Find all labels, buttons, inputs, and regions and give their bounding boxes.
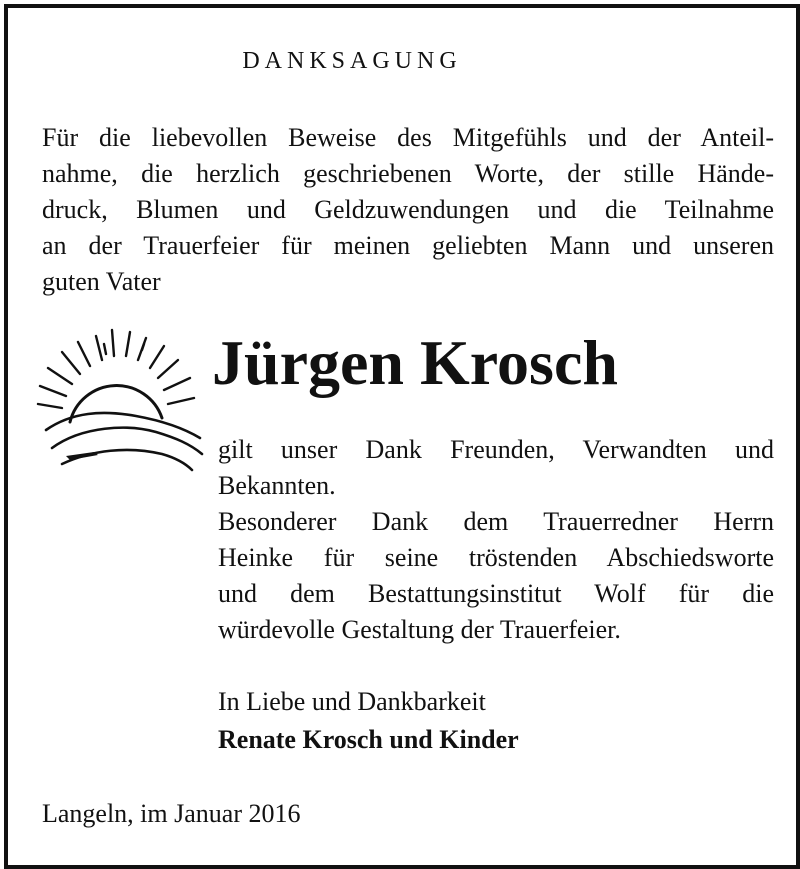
intro-line: druck, Blumen und Geldzuwendungen und die Teilnahme — [42, 195, 774, 224]
intro-line: guten Vater — [42, 267, 161, 296]
notice-frame — [4, 4, 800, 869]
notice-heading: DANKSAGUNG — [242, 48, 462, 74]
closing-phrase: In Liebe und Dankbarkeit — [218, 687, 486, 716]
intro-line: an der Trauerfeier für meinen geliebten Mann und unseren — [42, 231, 774, 260]
thanks-paragraph — [218, 432, 774, 648]
place-and-date: Langeln, im Januar 2016 — [42, 799, 301, 828]
signature: Renate Krosch und Kinder — [218, 725, 519, 754]
thanks-line: und dem Bestattungsinstitut Wolf für die — [218, 579, 774, 608]
sunset-over-hills-icon — [32, 326, 204, 476]
intro-paragraph — [42, 120, 774, 300]
intro-line: nahme, die herzlich geschriebenen Worte, der stille Hände- — [42, 159, 774, 188]
thanks-line: Bekannten. — [218, 471, 336, 500]
thanks-line: Heinke für seine tröstenden Abschiedsworte — [218, 543, 774, 572]
thanks-line: gilt unser Dank Freunden, Verwandten und — [218, 435, 774, 464]
thanks-line: Besonderer Dank dem Trauerredner Herrn — [218, 507, 774, 536]
thanks-line: würdevolle Gestaltung der Trauerfeier. — [218, 615, 621, 644]
deceased-name: Jürgen Krosch — [212, 327, 618, 398]
intro-line: Für die liebevollen Beweise des Mitgefühls und der Anteil- — [42, 123, 774, 152]
